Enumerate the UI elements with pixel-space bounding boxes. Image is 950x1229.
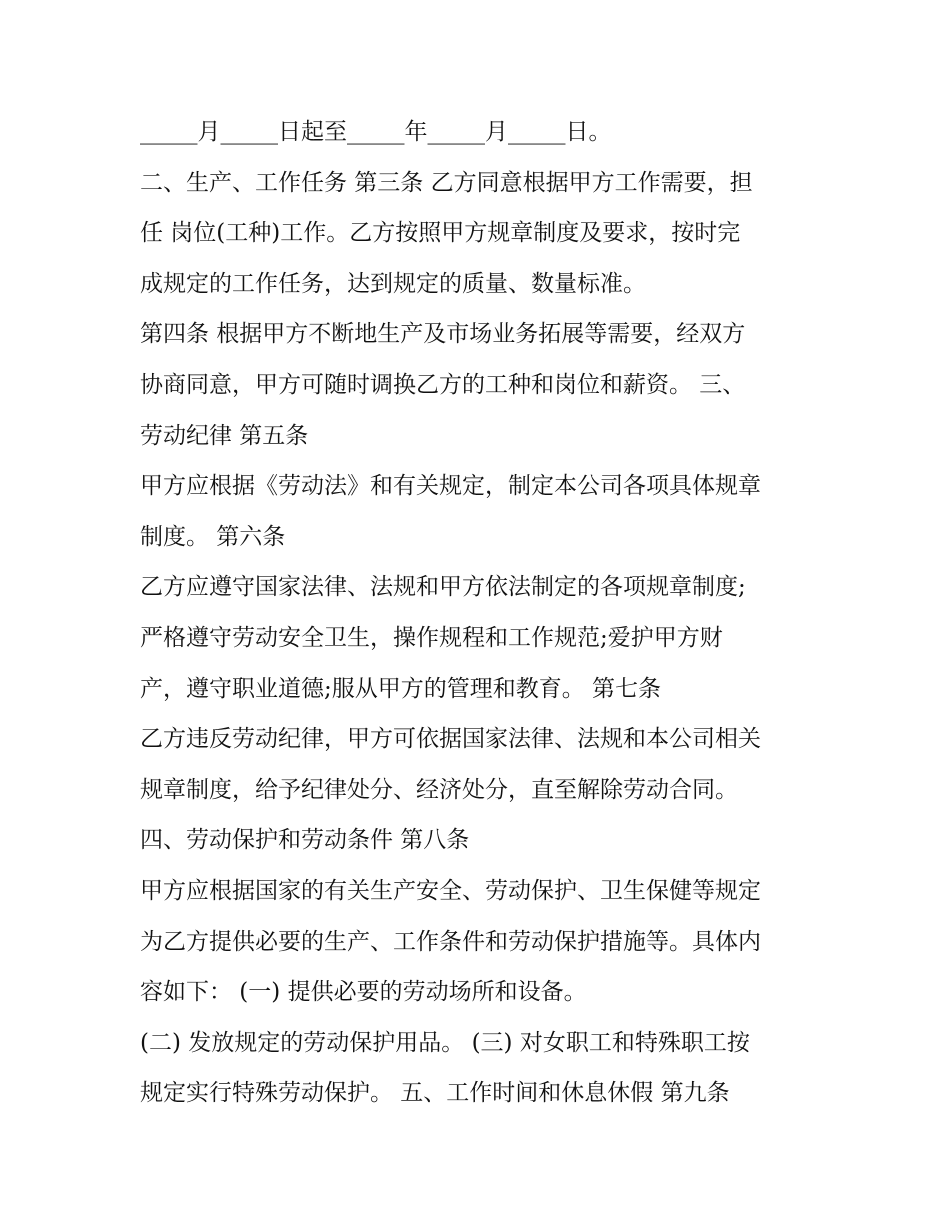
text-line: 产，遵守职业道德;服从甲方的管理和教育。 第七条: [140, 675, 662, 702]
text-line: (二) 发放规定的劳动保护用品。 (三) 对女职工和特殊职工按: [140, 1029, 750, 1056]
text-line: 第四条 根据甲方不断地生产及市场业务拓展等需要，经双方: [140, 321, 746, 348]
text-line: _____月_____日起至_____年_____月_____日。: [140, 119, 612, 145]
text-line: 甲方应根据《劳动法》和有关规定，制定本公司各项具体规章: [140, 473, 761, 500]
contract-body: [140, 107, 830, 1119]
text-line: 四、劳动保护和劳动条件 第八条: [140, 827, 470, 854]
text-line: 协商同意，甲方可随时调换乙方的工种和岗位和薪资。 三、: [140, 371, 746, 398]
text-line: 为乙方提供必要的生产、工作条件和劳动保护措施等。具体内: [140, 928, 761, 955]
text-line: 劳动纪律 第五条: [140, 422, 309, 449]
text-line: 乙方应遵守国家法律、法规和甲方依法制定的各项规章制度;: [140, 574, 746, 601]
text-line: 严格遵守劳动安全卫生，操作规程和工作规范;爱护甲方财: [140, 624, 723, 651]
text-line: 乙方违反劳动纪律，甲方可依据国家法律、法规和本公司相关: [140, 726, 761, 753]
text-line: 规定实行特殊劳动保护。 五、工作时间和休息休假 第九条: [140, 1080, 730, 1107]
text-line: 容如下： (一) 提供必要的劳动场所和设备。: [140, 979, 587, 1006]
text-line: 任 岗位(工种)工作。乙方按照甲方规章制度及要求，按时完: [140, 220, 741, 247]
text-line: 规章制度，给予纪律处分、经济处分，直至解除劳动合同。: [140, 776, 738, 803]
text-line: 二、生产、工作任务 第三条 乙方同意根据甲方工作需要，担: [140, 169, 753, 196]
text-line: 制度。 第六条: [140, 523, 286, 550]
text-line: 成规定的工作任务，达到规定的质量、数量标准。: [140, 270, 646, 297]
text-line: 甲方应根据国家的有关生产安全、劳动保护、卫生保健等规定: [140, 877, 761, 904]
